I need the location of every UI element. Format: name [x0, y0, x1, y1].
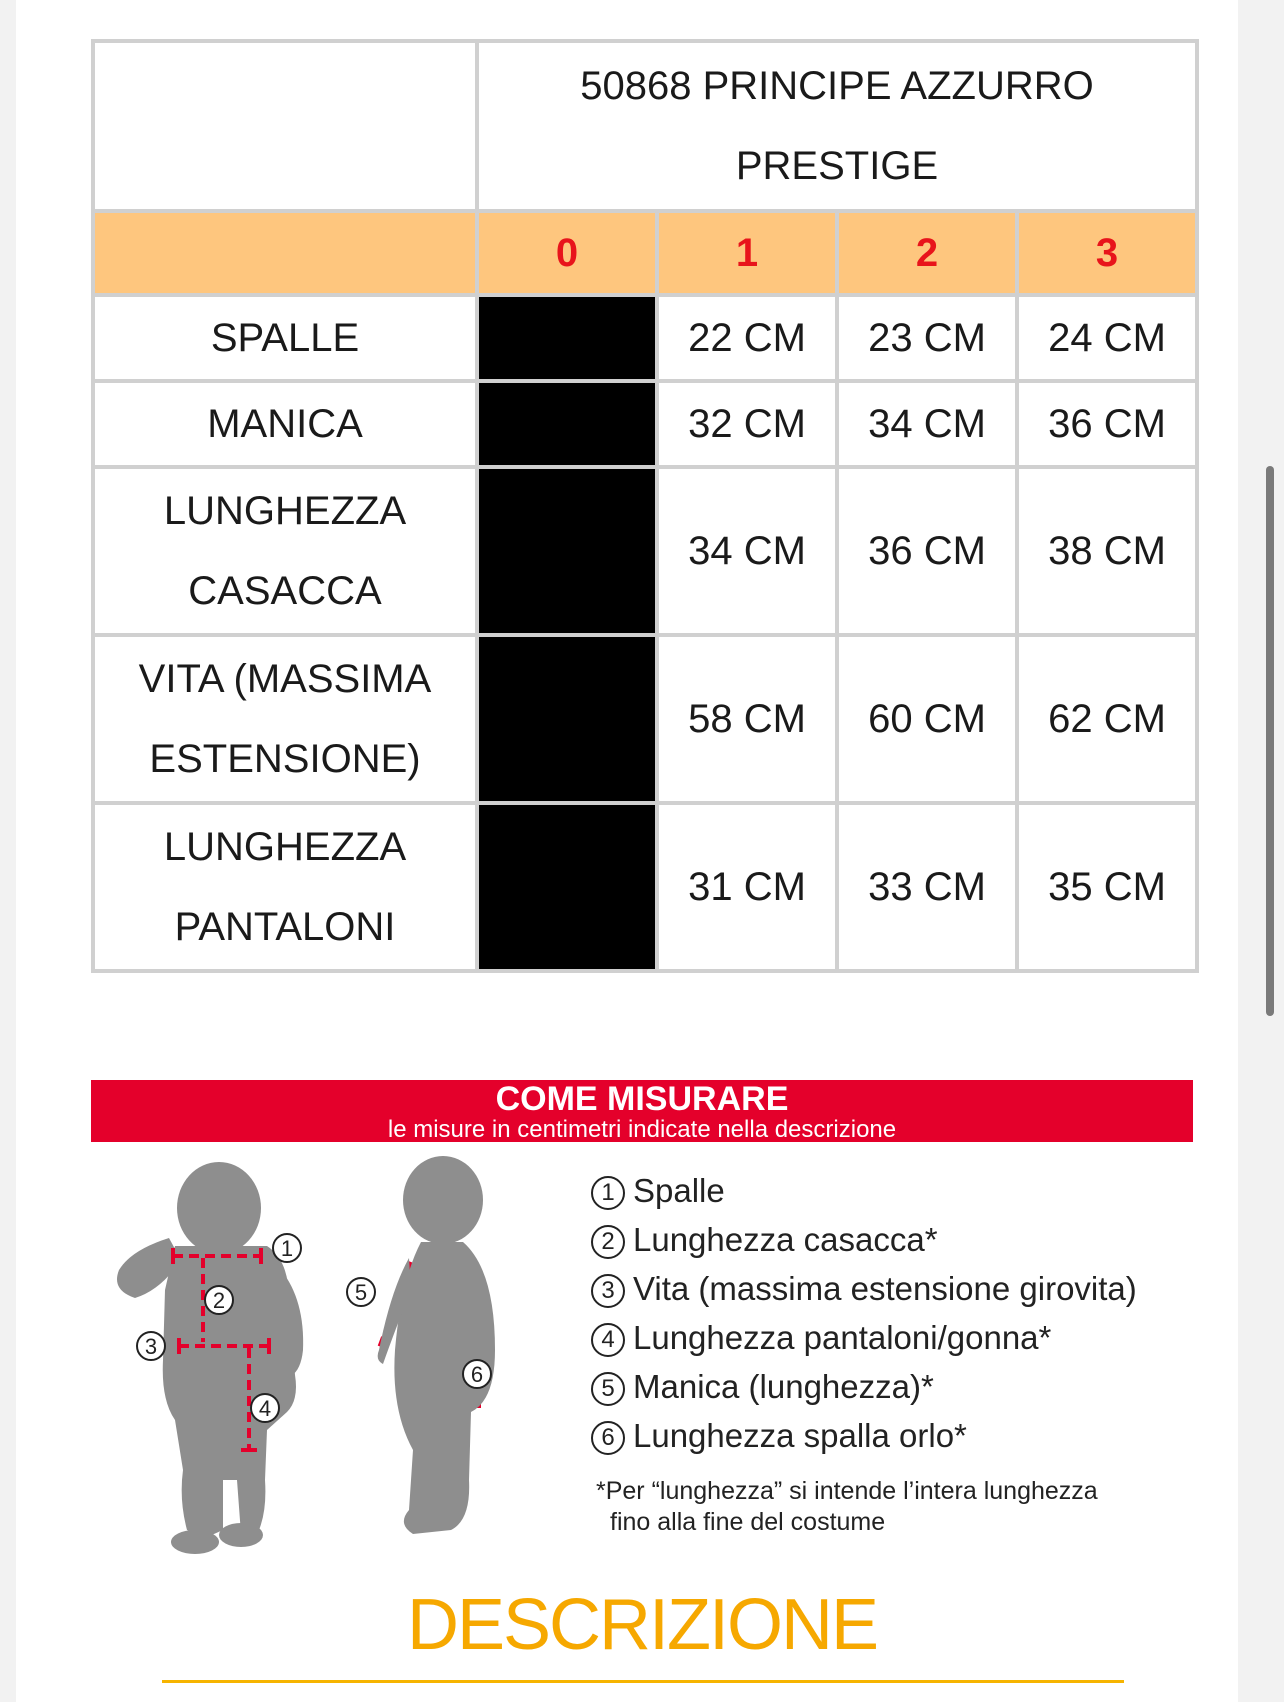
size-table [91, 39, 1199, 973]
measure-legend [591, 1166, 1193, 1460]
legend-item [591, 1166, 1193, 1215]
row-label [93, 635, 477, 803]
legend-label: Lunghezza pantaloni/gonna* [633, 1319, 1052, 1356]
product-title-line2: PRESTIGE [735, 144, 939, 188]
legend-label: Spalle [633, 1172, 725, 1209]
row-label-line1: LUNGHEZZA [163, 489, 407, 533]
table-cell: 35 CM [1017, 803, 1197, 971]
table-row-vita [93, 635, 1197, 803]
table-corner-cell [93, 41, 477, 211]
svg-text:1: 1 [280, 1236, 294, 1261]
size-header-row [93, 211, 1197, 295]
table-row-lunghezza-casacca [93, 467, 1197, 635]
legend-item [591, 1313, 1193, 1362]
table-row-spalle [93, 295, 1197, 381]
table-cell: 22 CM [657, 295, 837, 381]
description-divider [162, 1680, 1124, 1683]
legend-number: 3 [591, 1274, 625, 1308]
size-header-3: 3 [1017, 211, 1197, 295]
legend-number: 5 [591, 1372, 625, 1406]
legend-item [591, 1215, 1193, 1264]
table-cell: 38 CM [1017, 467, 1197, 635]
how-to-measure-subtitle: le misure in centimetri indicate nella descrizione [387, 1116, 897, 1143]
svg-text:6: 6 [470, 1362, 484, 1387]
row-label-line2: CASACCA [188, 569, 382, 613]
row-label: MANICA [93, 381, 477, 467]
table-cell: 36 CM [837, 467, 1017, 635]
size-header-blank [93, 211, 477, 295]
size-header-1: 1 [657, 211, 837, 295]
redacted-cell [477, 467, 657, 635]
legend-number: 6 [591, 1421, 625, 1455]
table-cell: 32 CM [657, 381, 837, 467]
redacted-cell [477, 635, 657, 803]
row-label [93, 803, 477, 971]
table-cell: 24 CM [1017, 295, 1197, 381]
table-cell: 60 CM [837, 635, 1017, 803]
table-row-manica [93, 381, 1197, 467]
girl-silhouette-icon [378, 1156, 495, 1534]
table-cell: 58 CM [657, 635, 837, 803]
svg-text:5: 5 [354, 1280, 368, 1305]
table-cell: 36 CM [1017, 381, 1197, 467]
svg-text:2: 2 [212, 1288, 226, 1313]
table-cell: 33 CM [837, 803, 1017, 971]
svg-text:4: 4 [258, 1396, 272, 1421]
row-label [93, 467, 477, 635]
table-cell: 31 CM [657, 803, 837, 971]
size-header-0: 0 [477, 211, 657, 295]
row-label-line2: PANTALONI [174, 905, 396, 949]
svg-text:3: 3 [144, 1334, 158, 1359]
size-header-2: 2 [837, 211, 1017, 295]
redacted-cell [477, 295, 657, 381]
length-note [596, 1476, 1186, 1538]
legend-item [591, 1264, 1193, 1313]
table-cell: 23 CM [837, 295, 1017, 381]
redacted-cell [477, 381, 657, 467]
legend-number: 4 [591, 1323, 625, 1357]
legend-label: Vita (massima estensione girovita) [633, 1270, 1137, 1307]
legend-item [591, 1411, 1193, 1460]
how-to-measure-title: COME MISURARE [495, 1080, 789, 1118]
legend-label: Manica (lunghezza)* [633, 1368, 934, 1405]
legend-number: 2 [591, 1225, 625, 1259]
product-title-cell [477, 41, 1197, 211]
legend-number: 1 [591, 1176, 625, 1210]
length-note-line2: fino alla fine del costume [610, 1508, 886, 1536]
how-to-measure-banner [91, 1080, 1193, 1142]
legend-label: Lunghezza casacca* [633, 1221, 938, 1258]
how-to-measure-section [91, 1080, 1193, 1620]
row-label-line1: LUNGHEZZA [163, 825, 407, 869]
table-cell: 34 CM [657, 467, 837, 635]
row-label-line1: VITA (MASSIMA [138, 657, 432, 701]
child-silhouettes-illustration [91, 1150, 581, 1620]
table-row-lunghezza-pantaloni [93, 803, 1197, 971]
redacted-cell [477, 803, 657, 971]
legend-label: Lunghezza spalla orlo* [633, 1417, 967, 1454]
scrollbar[interactable] [1266, 466, 1274, 1016]
row-label-line2: ESTENSIONE) [149, 737, 421, 781]
table-cell: 62 CM [1017, 635, 1197, 803]
length-note-line1: *Per “lunghezza” si intende l’intera lunghezza [596, 1477, 1098, 1505]
table-cell: 34 CM [837, 381, 1017, 467]
product-title-line1: 50868 PRINCIPE AZZURRO [580, 64, 1094, 108]
description-heading: DESCRIZIONE [406, 1585, 878, 1665]
row-label: SPALLE [93, 295, 477, 381]
legend-item [591, 1362, 1193, 1411]
